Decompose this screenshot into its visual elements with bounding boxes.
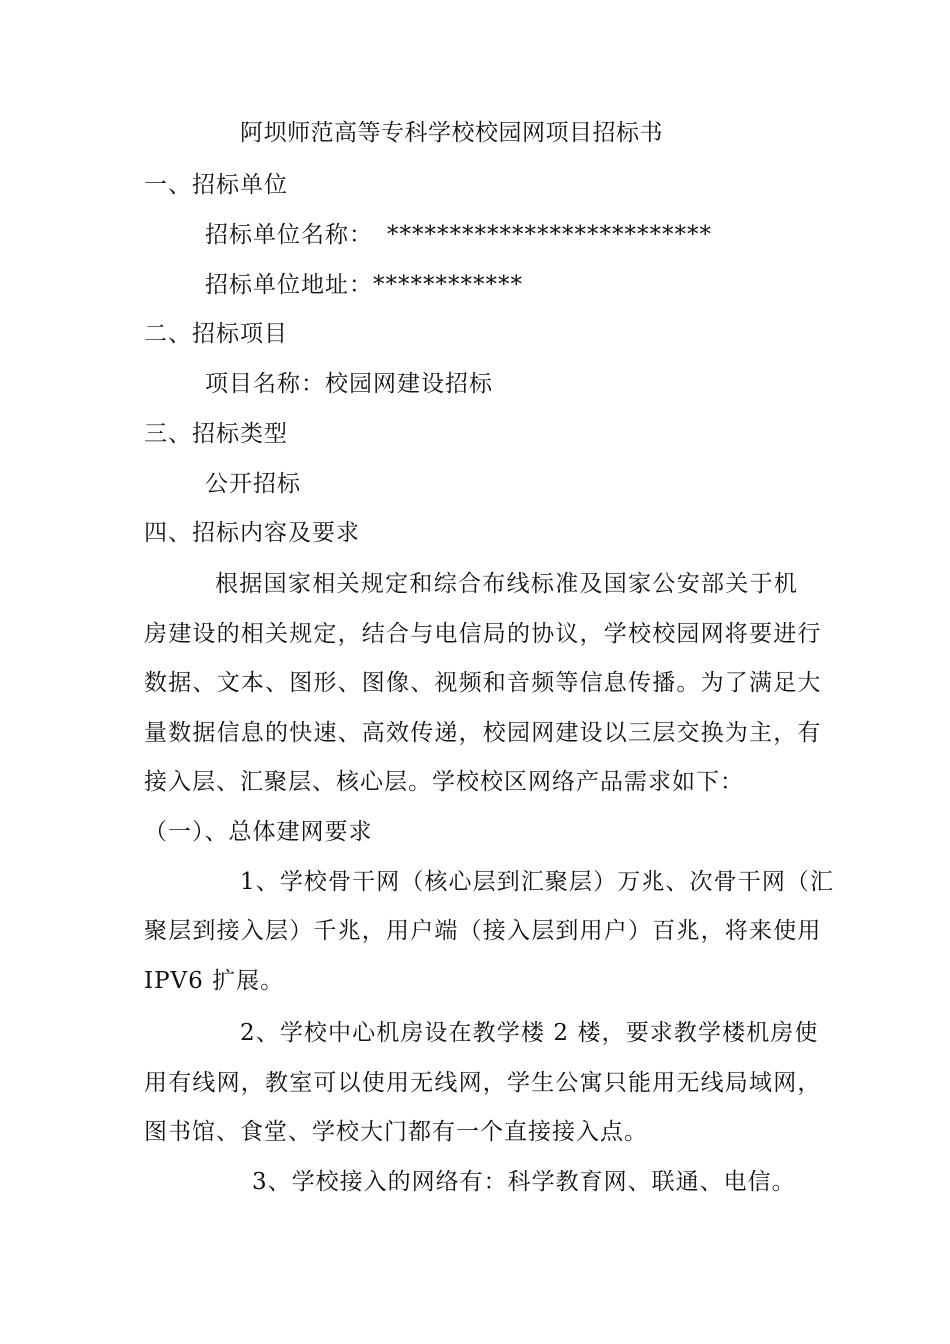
item1-line-3: IPV6 扩展。 (144, 968, 285, 994)
item1-line-2: 聚层到接入层）千兆，用户端（接入层到用户）百兆，将来使用 (144, 918, 822, 944)
bidder-name-value: ************************** (387, 222, 712, 248)
document-title: 阿坝师范高等专科学校校园网项目招标书 (240, 120, 663, 146)
bidder-address-row (205, 270, 523, 300)
section-heading-bidder: 一、招标单位 (144, 172, 288, 198)
intro-line-1: 根据国家相关规定和综合布线标准及国家公安部关于机 (215, 571, 799, 597)
section-heading-project: 二、招标项目 (144, 321, 288, 347)
bidder-address-label: 招标单位地址： (205, 272, 373, 298)
bidder-name-row (205, 220, 712, 250)
bidder-name-label: 招标单位名称： (205, 222, 373, 248)
project-name: 项目名称：校园网建设招标 (205, 371, 493, 397)
intro-line-5: 接入层、汇聚层、核心层。学校校区网络产品需求如下： (144, 769, 744, 795)
sub-heading-general: （一）、总体建网要求 (144, 819, 373, 845)
section-heading-requirements: 四、招标内容及要求 (144, 520, 360, 546)
section-heading-type: 三、招标类型 (144, 421, 288, 447)
intro-line-3: 数据、文本、图形、图像、视频和音频等信息传播。为了满足大 (144, 670, 822, 696)
item1-line-1: 1、学校骨干网（核心层到汇聚层）万兆、次骨干网（汇 (240, 869, 835, 895)
item3-line-1: 3、学校接入的网络有：科学教育网、联通、电信。 (252, 1169, 796, 1195)
intro-line-4: 量数据信息的快速、高效传递，校园网建设以三层交换为主，有 (144, 720, 822, 746)
tender-type: 公开招标 (205, 471, 301, 497)
bidder-address-value: ************ (373, 272, 523, 298)
item2-line-2: 用有线网，教室可以使用无线网，学生公寓只能用无线局域网， (144, 1070, 822, 1096)
item2-line-3: 图书馆、食堂、学校大门都有一个直接接入点。 (144, 1119, 648, 1145)
item2-line-1: 2、学校中心机房设在教学楼 2 楼，要求教学楼机房使 (240, 1020, 819, 1046)
intro-line-2: 房建设的相关规定，结合与电信局的协议，学校校园网将要进行 (144, 621, 822, 647)
